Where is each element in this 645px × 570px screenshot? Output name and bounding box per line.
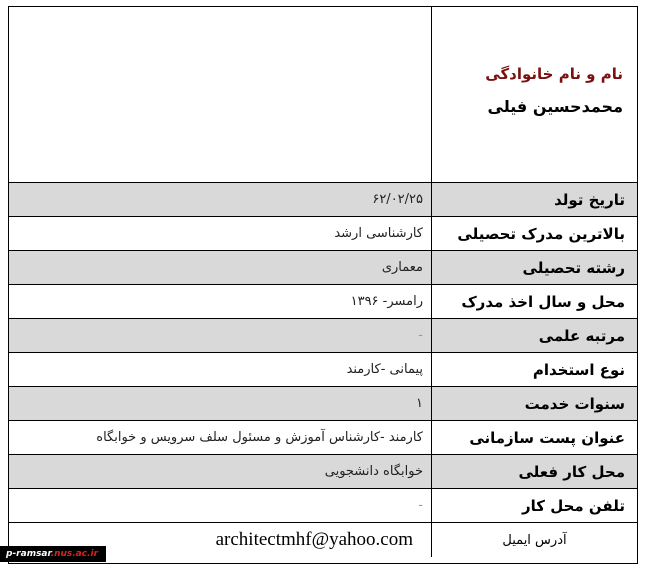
row-label: تاریخ تولد — [431, 183, 637, 216]
watermark-suffix: .nus.ac.ir — [50, 549, 99, 559]
row-label: محل و سال اخذ مدرک — [431, 285, 637, 318]
row-employment-type — [9, 353, 637, 387]
row-value: رامسر- ۱۳۹۶ — [350, 294, 423, 309]
name-label: نام و نام خانوادگی — [485, 65, 623, 83]
row-value: کارشناسی ارشد — [334, 226, 423, 241]
row-value: ۶۲/۰۲/۲۵ — [372, 192, 423, 207]
row-value: کارمند -کارشناس آموزش و مسئول سلف سرویس و خوابگاه — [96, 430, 423, 445]
row-service-years — [9, 387, 637, 421]
row-work-phone — [9, 489, 637, 523]
row-label: محل کار فعلی — [431, 455, 637, 488]
row-degree — [9, 217, 637, 251]
row-value: معماری — [381, 260, 423, 275]
email-link[interactable]: architectmhf@yahoo.com — [215, 529, 413, 550]
photo-cell — [9, 7, 431, 182]
row-label: رشته تحصیلی — [431, 251, 637, 284]
row-label: نوع استخدام — [431, 353, 637, 386]
row-value: خوابگاه دانشجویی — [324, 464, 423, 479]
row-degree-place — [9, 285, 637, 319]
row-value: - — [418, 328, 423, 343]
row-label: آدرس ایمیل — [431, 523, 637, 557]
row-value: ۱ — [416, 396, 423, 411]
row-workplace — [9, 455, 637, 489]
watermark-prefix: p-ramsar — [6, 549, 51, 559]
profile-header — [9, 7, 637, 183]
row-label: مرتبه علمی — [431, 319, 637, 352]
row-label: تلفن محل کار — [431, 489, 637, 522]
row-birth-date — [9, 183, 637, 217]
row-label: بالاترین مدرک تحصیلی — [431, 217, 637, 250]
row-label: عنوان پست سازمانی — [431, 421, 637, 454]
row-value: پیمانی -کارمند — [346, 362, 423, 377]
row-label: سنوات خدمت — [431, 387, 637, 420]
site-watermark — [0, 546, 106, 562]
name-cell — [431, 7, 637, 182]
row-academic-rank — [9, 319, 637, 353]
row-field — [9, 251, 637, 285]
profile-table — [8, 6, 638, 564]
row-value: - — [418, 498, 423, 513]
name-value: محمدحسین فیلی — [487, 97, 623, 116]
row-position — [9, 421, 637, 455]
